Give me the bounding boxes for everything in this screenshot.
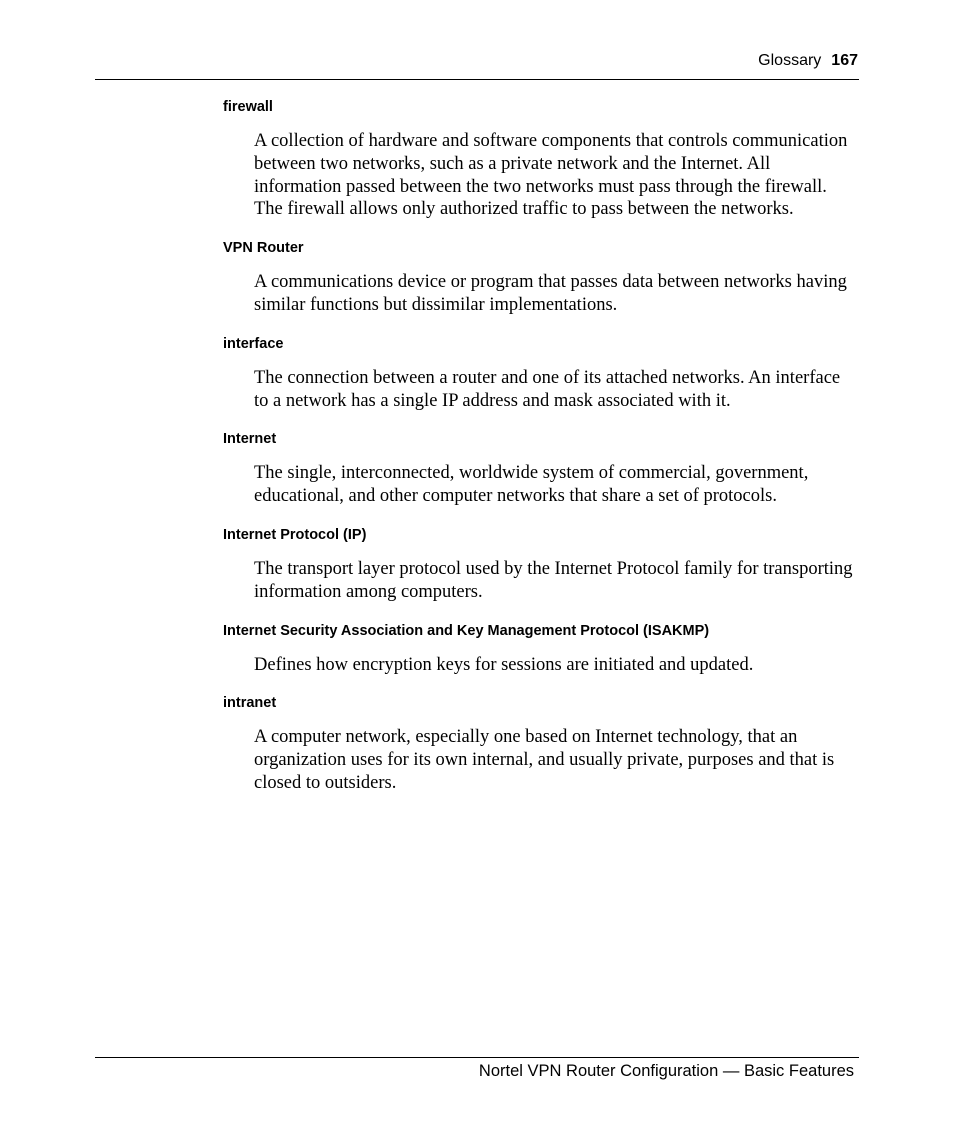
page-number: 167	[831, 52, 858, 69]
glossary-term: firewall	[223, 99, 273, 115]
glossary-definition: A communications device or program that passes data between networks having similar functions but dissimilar implementations.	[254, 272, 847, 315]
header-section-title: Glossary	[758, 52, 822, 69]
glossary-entry-firewall	[223, 96, 859, 221]
glossary-definition: A collection of hardware and software components that controls communication between two networks, such as a private network and the Internet. All information passed between the two networks must pass through the firewall. The firewall allows only authorized traffic to pass between the networks.	[254, 131, 848, 220]
glossary-list	[223, 96, 859, 811]
footer-rule	[95, 1057, 859, 1058]
glossary-definition: Defines how encryption keys for sessions are initiated and updated.	[254, 654, 754, 675]
running-header	[758, 51, 858, 71]
running-footer: Nortel VPN Router Configuration — Basic Features	[478, 1062, 854, 1080]
glossary-entry-isakmp	[223, 620, 859, 677]
header-rule	[95, 79, 859, 80]
glossary-term: VPN Router	[223, 240, 304, 257]
glossary-term: Internet	[223, 431, 277, 448]
glossary-definition: The single, interconnected, worldwide system of commercial, government, educational, and other computer networks that share a set of protocols.	[254, 463, 809, 507]
glossary-term: Internet Security Association and Key Management Protocol (ISAKMP)	[223, 622, 710, 639]
glossary-entry-internet-protocol	[223, 524, 859, 604]
glossary-entry-internet	[223, 428, 859, 508]
glossary-definition: The connection between a router and one of its attached networks. An interface to a network has a single IP address and mask associated with it.	[254, 367, 841, 411]
glossary-term: intranet	[223, 695, 277, 712]
glossary-term: interface	[223, 335, 284, 352]
glossary-definition: The transport layer protocol used by the Internet Protocol family for transporting information among computers.	[254, 558, 853, 602]
glossary-term: Internet Protocol (IP)	[223, 526, 367, 543]
glossary-entry-vpn-router	[223, 237, 859, 317]
glossary-definition: A computer network, especially one based on Internet technology, that an organization uses for its own internal, and usually private, purposes and that is closed to outsiders.	[254, 727, 835, 793]
glossary-entry-interface	[223, 333, 859, 413]
glossary-entry-intranet	[223, 692, 859, 794]
